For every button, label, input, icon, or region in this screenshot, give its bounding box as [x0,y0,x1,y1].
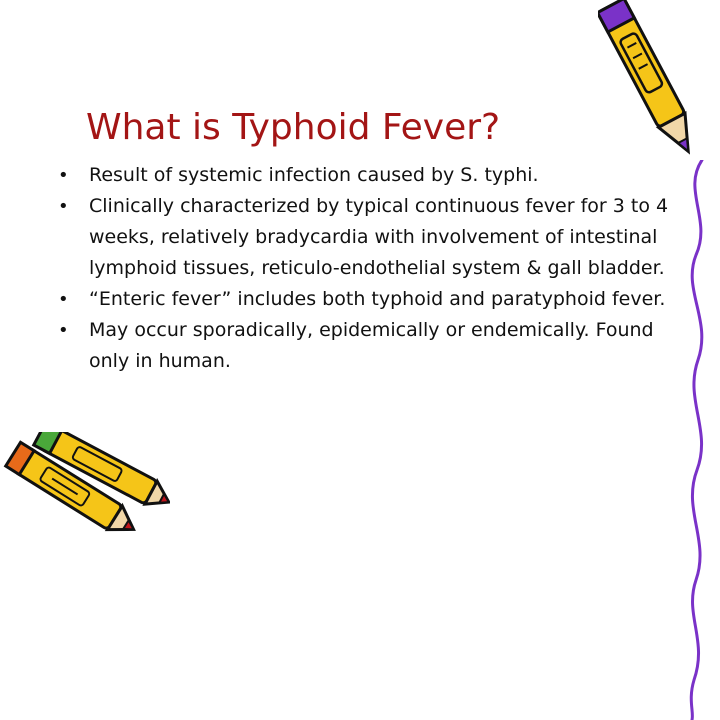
bullet-item: • Clinically characterized by typical continuous fever for 3 to 4 weeks, relatively bradycardia with involvement of intestinal lymphoid tissues, reticulo-endothelial system & gall bladder. [58,191,678,284]
bullet-item: • Result of systemic infection caused by S. typhi. [58,160,678,191]
bullet-item: • “Enteric fever” includes both typhoid and paratyphoid fever. [58,284,678,315]
pencils-icon [0,432,170,542]
slide-title: What is Typhoid Fever? [86,107,501,149]
bullet-item: • May occur sporadically, epidemically or endemically. Found only in human. [58,315,678,377]
bullet-list [58,160,678,377]
wavy-border-line [672,160,720,720]
pencil-icon [598,0,708,170]
